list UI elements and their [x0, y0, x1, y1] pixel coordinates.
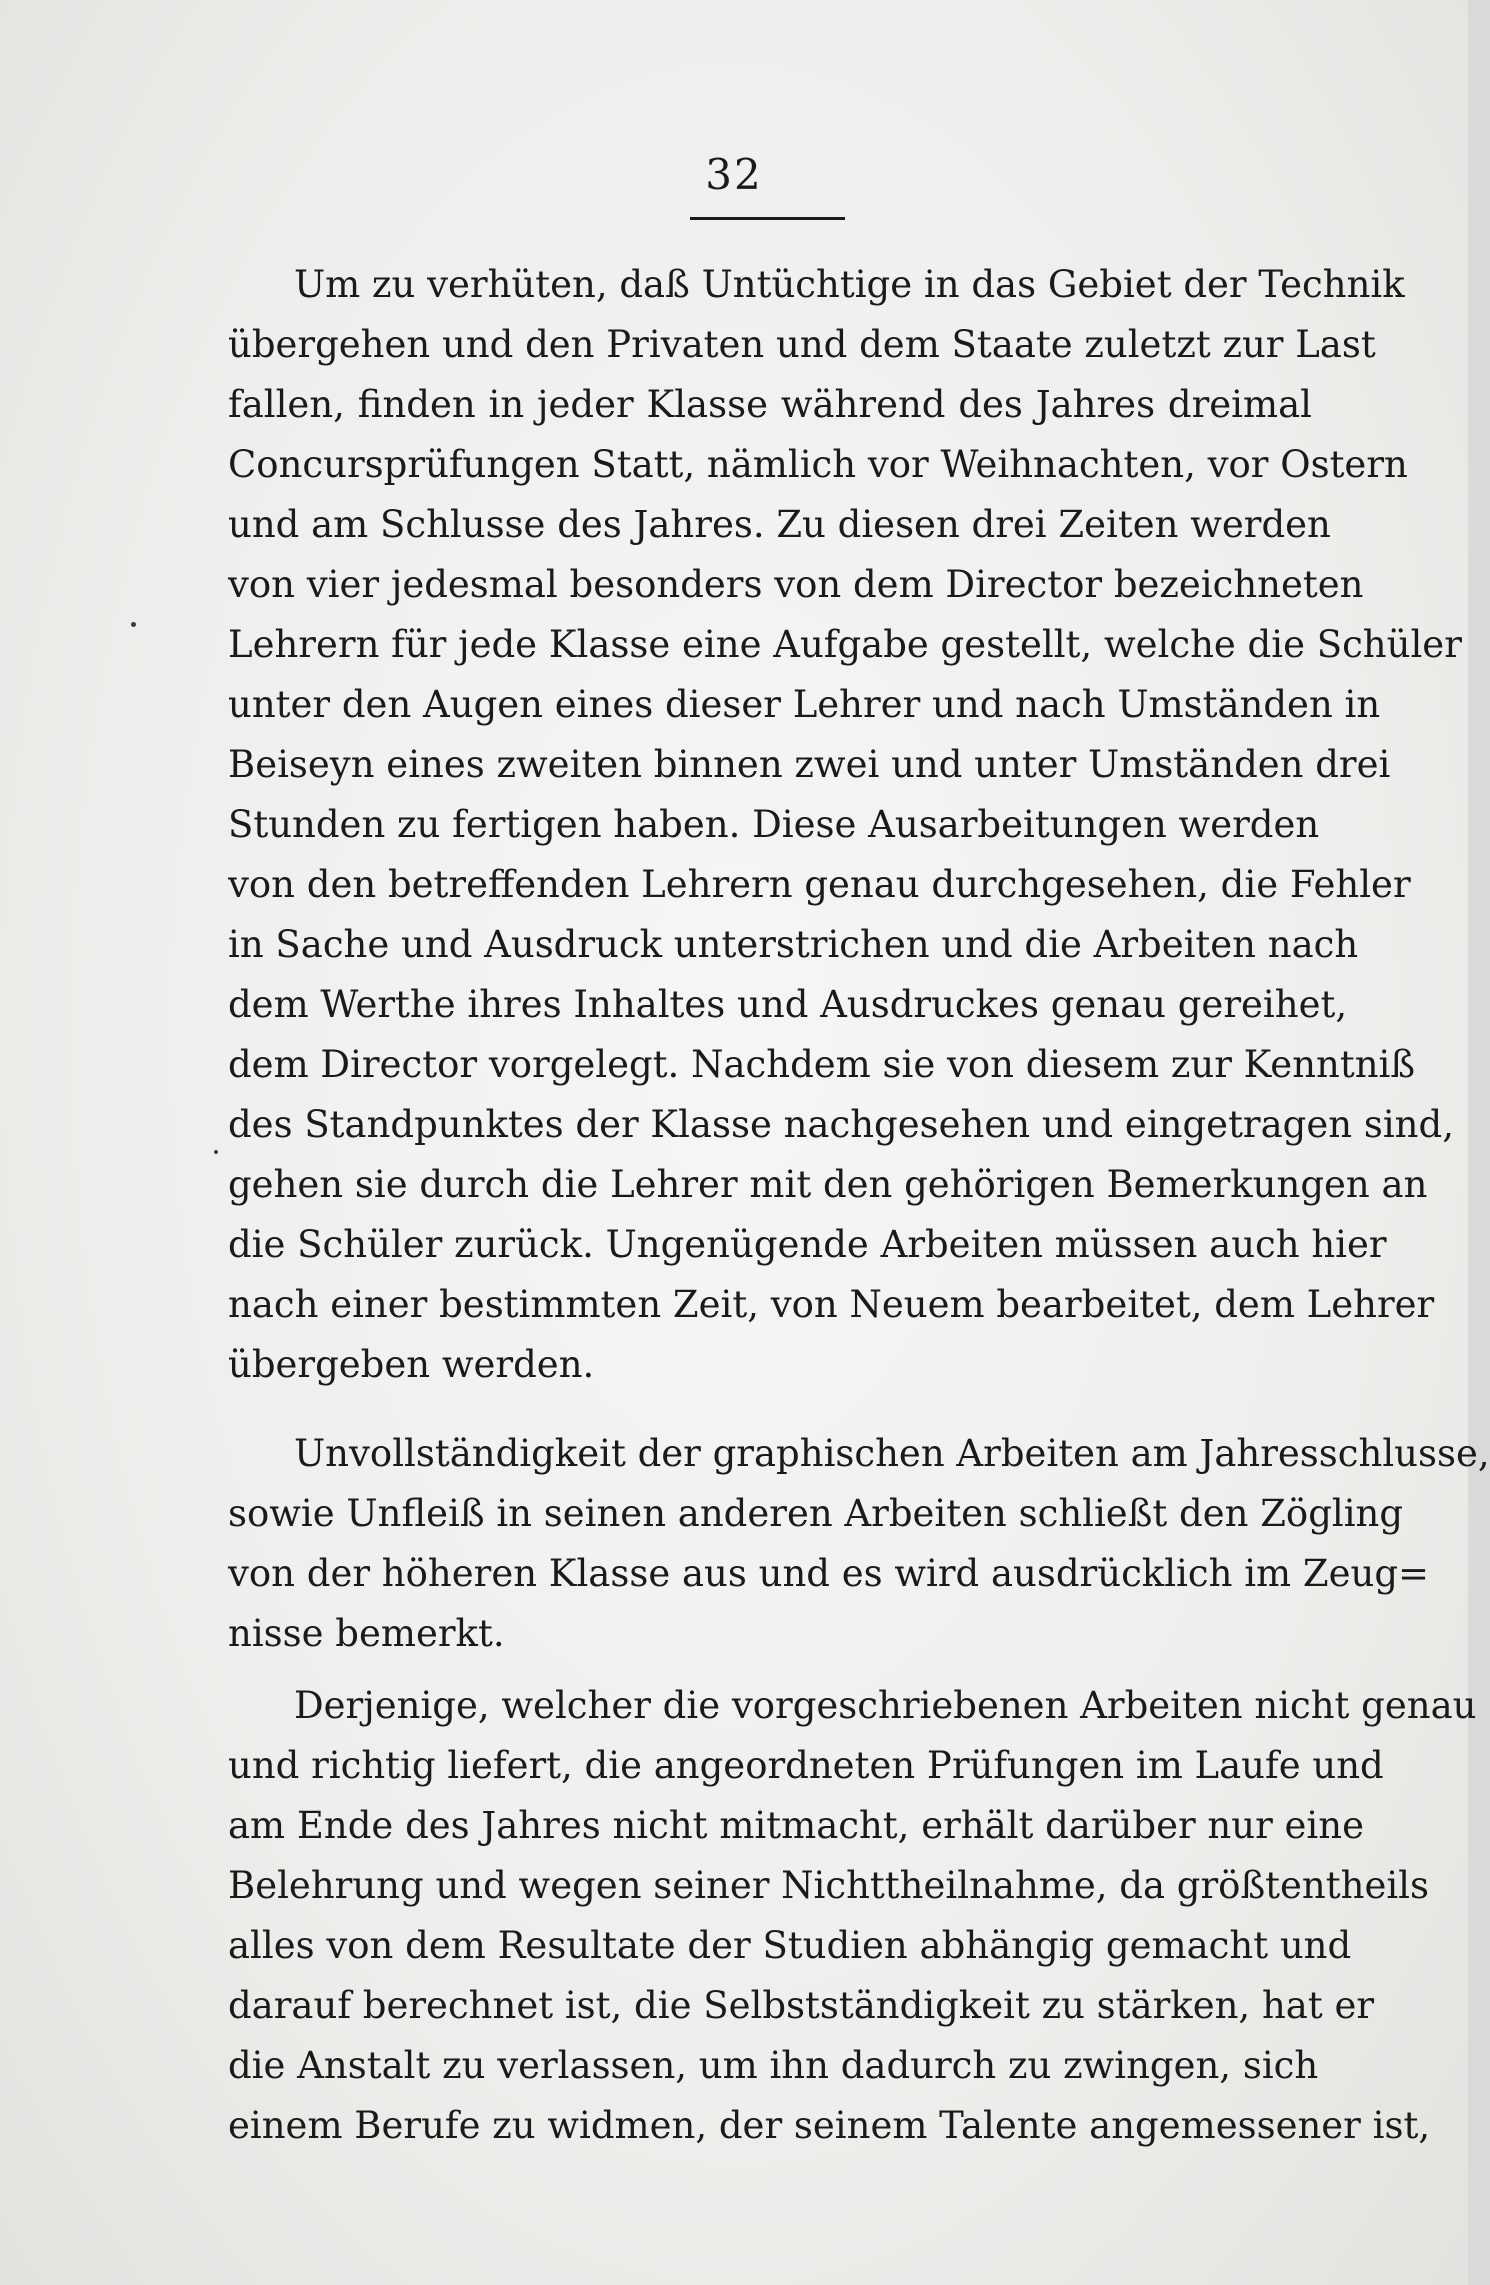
text-line: Unvollständigkeit der graphischen Arbeiten am Jahresschlusse,	[294, 1432, 1490, 1475]
text-line: dem Director vorgelegt. Nachdem sie von diesem zur Kenntniß	[228, 1043, 1416, 1086]
page-number-rule	[690, 217, 845, 220]
paragraph-2	[228, 1424, 1490, 1664]
paper-speck	[214, 1150, 218, 1154]
text-line: sowie Unfleiß in seinen anderen Arbeiten schließt den Zögling	[228, 1492, 1404, 1535]
text-line: übergeben werden.	[228, 1343, 595, 1386]
text-line: alles von dem Resultate der Studien abhängig gemacht und	[228, 1924, 1352, 1967]
text-line: Belehrung und wegen seiner Nichttheilnahme, da größtentheils	[228, 1864, 1430, 1907]
text-line: die Schüler zurück. Ungenügende Arbeiten müssen auch hier	[228, 1223, 1387, 1266]
paragraph-1	[228, 255, 1462, 1395]
text-line: Concursprüfungen Statt, nämlich vor Weihnachten, vor Ostern	[228, 443, 1408, 486]
text-line: und richtig liefert, die angeordneten Prüfungen im Laufe und	[228, 1744, 1384, 1787]
text-line: Derjenige, welcher die vorgeschriebenen Arbeiten nicht genau	[294, 1684, 1477, 1727]
text-line: in Sache und Ausdruck unterstrichen und die Arbeiten nach	[228, 923, 1359, 966]
text-line: nach einer bestimmten Zeit, von Neuem bearbeitet, dem Lehrer	[228, 1283, 1435, 1326]
text-line: von vier jedesmal besonders von dem Director bezeichneten	[228, 563, 1364, 606]
text-line: einem Berufe zu widmen, der seinem Talente angemessener ist,	[228, 2104, 1431, 2147]
paper-speck	[131, 622, 136, 627]
page-number: 32	[705, 150, 763, 199]
text-line: Lehrern für jede Klasse eine Aufgabe gestellt, welche die Schüler	[228, 623, 1462, 666]
text-line: unter den Augen eines dieser Lehrer und nach Umständen in	[228, 683, 1381, 726]
text-line: die Anstalt zu verlassen, um ihn dadurch zu zwingen, sich	[228, 2044, 1319, 2087]
paragraph-3	[228, 1676, 1477, 2156]
text-line: Um zu verhüten, daß Untüchtige in das Gebiet der Technik	[294, 263, 1405, 306]
text-line: Stunden zu fertigen haben. Diese Ausarbeitungen werden	[228, 803, 1320, 846]
text-line: nisse bemerkt.	[228, 1612, 505, 1655]
text-line: des Standpunktes der Klasse nachgesehen und eingetragen sind,	[228, 1103, 1454, 1146]
text-line: von den betreffenden Lehrern genau durchgesehen, die Fehler	[228, 863, 1411, 906]
text-line: Beiseyn eines zweiten binnen zwei und unter Umständen drei	[228, 743, 1391, 786]
text-line: am Ende des Jahres nicht mitmacht, erhält darüber nur eine	[228, 1804, 1364, 1847]
text-line: von der höheren Klasse aus und es wird ausdrücklich im Zeug=	[228, 1552, 1430, 1595]
text-line: dem Werthe ihres Inhaltes und Ausdruckes genau gereihet,	[228, 983, 1348, 1026]
text-line: und am Schlusse des Jahres. Zu diesen drei Zeiten werden	[228, 503, 1331, 546]
text-line: darauf berechnet ist, die Selbstständigkeit zu stärken, hat er	[228, 1984, 1375, 2027]
text-line: gehen sie durch die Lehrer mit den gehörigen Bemerkungen an	[228, 1163, 1428, 1206]
text-line: übergehen und den Privaten und dem Staate zuletzt zur Last	[228, 323, 1376, 366]
text-line: fallen, finden in jeder Klasse während des Jahres dreimal	[228, 383, 1312, 426]
